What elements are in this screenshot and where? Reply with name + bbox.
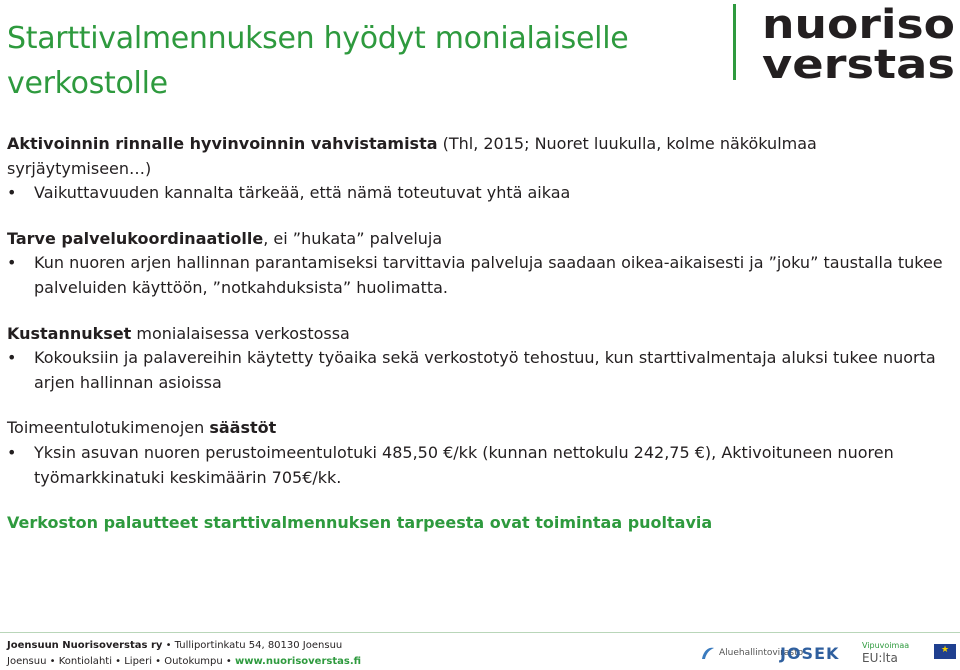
footer-divider [0, 632, 960, 633]
heading-bold: Aktivoinnin rinnalle hyvinvoinnin vahvistamista [7, 134, 438, 153]
heading-rest: (Thl, 2015; Nuoret luukulla, kolme näkökulmaa syrjäytymiseen…) [7, 134, 817, 178]
section-kustannukset [7, 322, 952, 396]
heading-bold: säästöt [209, 418, 277, 438]
vipuvoimaa-text: Vipuvoimaa [862, 641, 910, 650]
josek-logo-text: JOSEK [780, 643, 840, 663]
footer [7, 638, 361, 670]
section-aktivointi [7, 132, 952, 206]
footer-address: • Tulliportinkatu 54, 80130 Joensuu [162, 640, 343, 651]
avi-logo-text: Aluehallintovirasto [719, 648, 804, 658]
footer-line-2 [7, 654, 361, 670]
logo-divider [733, 4, 736, 80]
section-heading [7, 227, 952, 252]
conclusion-text: Verkoston palautteet starttivalmennuksen tarpeesta ovat toimintaa puoltavia [7, 513, 713, 533]
heading-plain: Toimeentulotukimenojen [7, 418, 210, 438]
section-heading [7, 132, 952, 181]
bullet-item: • Kun nuoren arjen hallinnan parantamiseksi tarvittavia palveluja saadaan oikea-aikaisesti ja ”joku” taustalla tukee palveluiden käyttöön, ”notkahduksista” huolimatta. [7, 251, 952, 300]
logo-line1: nuoriso [762, 4, 955, 48]
logo-line2: verstas [762, 42, 955, 82]
heading-rest: , ei ”hukata” palveluja [263, 228, 443, 248]
section-heading [7, 416, 952, 441]
heading-rest: monialaisessa verkostossa [131, 323, 350, 343]
content-body [7, 132, 952, 536]
section-heading [7, 322, 952, 347]
footer-org-name: Joensuun Nuorisoverstas ry [7, 640, 163, 651]
section-saastot [7, 416, 952, 490]
section-palvelukoordinaatio [7, 227, 952, 301]
vipuvoimaa-logo [862, 640, 909, 666]
heading-bold: Kustannukset [7, 323, 132, 343]
heading-bold: Tarve palvelukoordinaatiolle [7, 228, 264, 248]
eu-flag-icon [934, 644, 956, 659]
bullet-item: • Yksin asuvan nuoren perustoimeentulotuki 485,50 €/kk (kunnan nettokulu 242,75 €), Aktivoituneen nuoren työmarkkinatuki keskimäärin 705€/kk. [7, 441, 952, 490]
eulta-text: EU:lta [862, 651, 898, 665]
footer-website-link[interactable]: www.nuorisoverstas.fi [234, 656, 362, 667]
page-title: Starttivalmennuksen hyödyt monialaiselle verkostolle [7, 21, 629, 101]
avi-emblem-icon [700, 645, 716, 661]
bullet-item: • Vaikuttavuuden kannalta tärkeää, että nämä toteutuvat yhtä aikaa [7, 181, 952, 206]
nuorisoverstas-logo [762, 4, 957, 82]
bullet-item: • Kokouksiin ja palavereihin käytetty työaika sekä verkostotyö tehostuu, kun starttivalmentaja aluksi tukee nuorta arjen hallinnan asioissa [7, 346, 952, 395]
footer-line-1 [7, 638, 361, 654]
josek-logo [780, 640, 839, 666]
footer-locations: Joensuu • Kontiolahti • Liperi • Outokumpu • [7, 656, 235, 667]
